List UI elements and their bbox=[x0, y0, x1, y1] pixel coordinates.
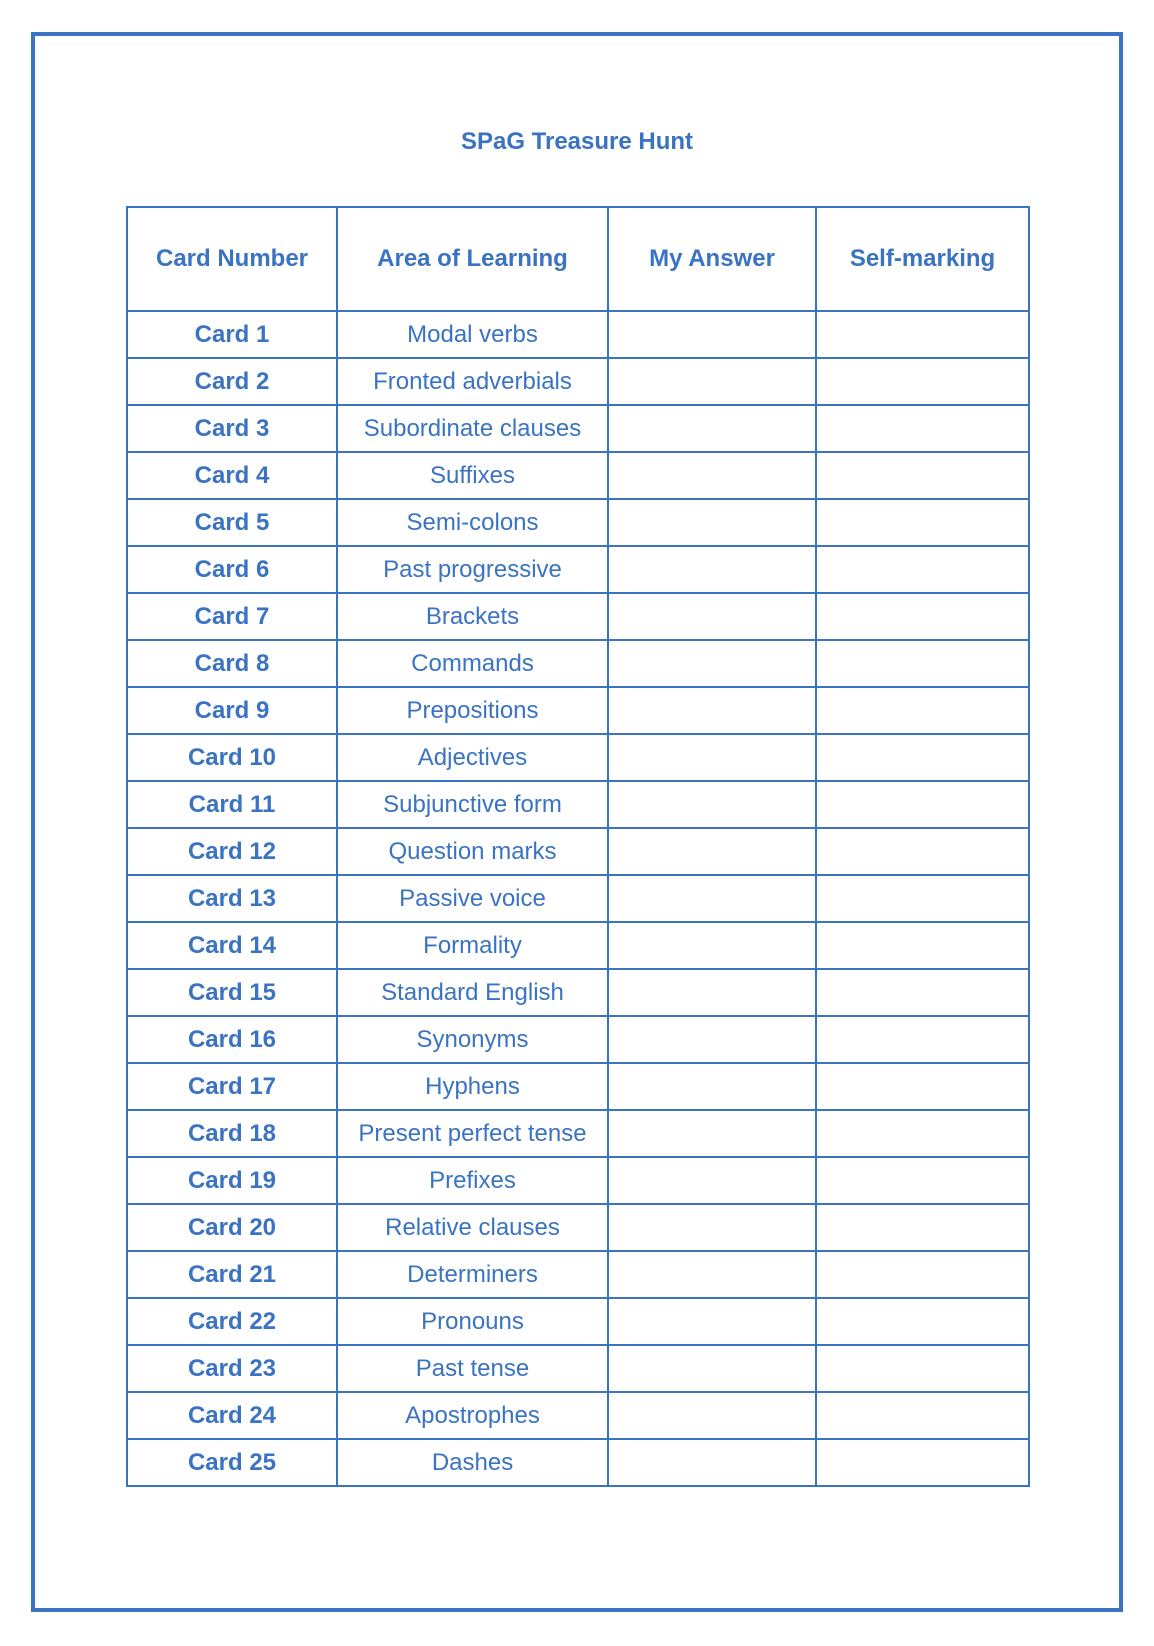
my-answer-cell[interactable] bbox=[608, 546, 816, 593]
table-row bbox=[127, 687, 1029, 734]
area-of-learning-cell: Apostrophes bbox=[337, 1392, 608, 1439]
card-number-cell: Card 24 bbox=[127, 1392, 337, 1439]
card-number-cell: Card 25 bbox=[127, 1439, 337, 1486]
area-of-learning-cell: Past tense bbox=[337, 1345, 608, 1392]
card-number-cell: Card 14 bbox=[127, 922, 337, 969]
card-number-cell: Card 18 bbox=[127, 1110, 337, 1157]
table-body bbox=[127, 311, 1029, 1486]
page-title: SPaG Treasure Hunt bbox=[460, 128, 694, 155]
table-row bbox=[127, 875, 1029, 922]
area-of-learning-cell: Dashes bbox=[337, 1439, 608, 1486]
self-marking-cell[interactable] bbox=[816, 828, 1029, 875]
self-marking-cell[interactable] bbox=[816, 781, 1029, 828]
area-of-learning-cell: Synonyms bbox=[337, 1016, 608, 1063]
self-marking-cell[interactable] bbox=[816, 875, 1029, 922]
self-marking-cell[interactable] bbox=[816, 1439, 1029, 1486]
table-row bbox=[127, 1063, 1029, 1110]
self-marking-cell[interactable] bbox=[816, 405, 1029, 452]
header-my-answer: My Answer bbox=[608, 207, 816, 311]
self-marking-cell[interactable] bbox=[816, 969, 1029, 1016]
self-marking-cell[interactable] bbox=[816, 1157, 1029, 1204]
my-answer-cell[interactable] bbox=[608, 687, 816, 734]
card-number-cell: Card 6 bbox=[127, 546, 337, 593]
table-row bbox=[127, 922, 1029, 969]
my-answer-cell[interactable] bbox=[608, 1298, 816, 1345]
card-number-cell: Card 3 bbox=[127, 405, 337, 452]
area-of-learning-cell: Adjectives bbox=[337, 734, 608, 781]
area-of-learning-cell: Present perfect tense bbox=[337, 1110, 608, 1157]
my-answer-cell[interactable] bbox=[608, 1016, 816, 1063]
table-row bbox=[127, 1392, 1029, 1439]
my-answer-cell[interactable] bbox=[608, 828, 816, 875]
self-marking-cell[interactable] bbox=[816, 734, 1029, 781]
header-card-number: Card Number bbox=[127, 207, 337, 311]
card-number-cell: Card 15 bbox=[127, 969, 337, 1016]
table-row bbox=[127, 781, 1029, 828]
table-row bbox=[127, 1016, 1029, 1063]
my-answer-cell[interactable] bbox=[608, 1392, 816, 1439]
self-marking-cell[interactable] bbox=[816, 1110, 1029, 1157]
area-of-learning-cell: Suffixes bbox=[337, 452, 608, 499]
table-row bbox=[127, 452, 1029, 499]
self-marking-cell[interactable] bbox=[816, 546, 1029, 593]
area-of-learning-cell: Prepositions bbox=[337, 687, 608, 734]
self-marking-cell[interactable] bbox=[816, 1392, 1029, 1439]
area-of-learning-cell: Standard English bbox=[337, 969, 608, 1016]
my-answer-cell[interactable] bbox=[608, 1439, 816, 1486]
self-marking-cell[interactable] bbox=[816, 311, 1029, 358]
area-of-learning-cell: Fronted adverbials bbox=[337, 358, 608, 405]
card-number-cell: Card 7 bbox=[127, 593, 337, 640]
card-number-cell: Card 8 bbox=[127, 640, 337, 687]
area-of-learning-cell: Past progressive bbox=[337, 546, 608, 593]
card-number-cell: Card 21 bbox=[127, 1251, 337, 1298]
treasure-hunt-table bbox=[126, 206, 1030, 1487]
my-answer-cell[interactable] bbox=[608, 640, 816, 687]
table-row bbox=[127, 828, 1029, 875]
table-header-row bbox=[127, 207, 1029, 311]
card-number-cell: Card 13 bbox=[127, 875, 337, 922]
header-area-of-learning: Area of Learning bbox=[337, 207, 608, 311]
self-marking-cell[interactable] bbox=[816, 358, 1029, 405]
area-of-learning-cell: Formality bbox=[337, 922, 608, 969]
table-row bbox=[127, 969, 1029, 1016]
my-answer-cell[interactable] bbox=[608, 1251, 816, 1298]
table-row bbox=[127, 546, 1029, 593]
my-answer-cell[interactable] bbox=[608, 1345, 816, 1392]
self-marking-cell[interactable] bbox=[816, 499, 1029, 546]
my-answer-cell[interactable] bbox=[608, 969, 816, 1016]
area-of-learning-cell: Semi-colons bbox=[337, 499, 608, 546]
area-of-learning-cell: Commands bbox=[337, 640, 608, 687]
my-answer-cell[interactable] bbox=[608, 1063, 816, 1110]
table-row bbox=[127, 1204, 1029, 1251]
table-row bbox=[127, 734, 1029, 781]
card-number-cell: Card 2 bbox=[127, 358, 337, 405]
self-marking-cell[interactable] bbox=[816, 452, 1029, 499]
area-of-learning-cell: Hyphens bbox=[337, 1063, 608, 1110]
card-number-cell: Card 16 bbox=[127, 1016, 337, 1063]
header-self-marking: Self-marking bbox=[816, 207, 1029, 311]
area-of-learning-cell: Relative clauses bbox=[337, 1204, 608, 1251]
my-answer-cell[interactable] bbox=[608, 922, 816, 969]
my-answer-cell[interactable] bbox=[608, 1110, 816, 1157]
my-answer-cell[interactable] bbox=[608, 499, 816, 546]
area-of-learning-cell: Pronouns bbox=[337, 1298, 608, 1345]
self-marking-cell[interactable] bbox=[816, 687, 1029, 734]
card-number-cell: Card 22 bbox=[127, 1298, 337, 1345]
area-of-learning-cell: Modal verbs bbox=[337, 311, 608, 358]
card-number-cell: Card 1 bbox=[127, 311, 337, 358]
card-number-cell: Card 20 bbox=[127, 1204, 337, 1251]
my-answer-cell[interactable] bbox=[608, 734, 816, 781]
self-marking-cell[interactable] bbox=[816, 1251, 1029, 1298]
my-answer-cell[interactable] bbox=[608, 1157, 816, 1204]
self-marking-cell[interactable] bbox=[816, 1298, 1029, 1345]
my-answer-cell[interactable] bbox=[608, 311, 816, 358]
my-answer-cell[interactable] bbox=[608, 405, 816, 452]
area-of-learning-cell: Question marks bbox=[337, 828, 608, 875]
table-row bbox=[127, 1298, 1029, 1345]
table-row bbox=[127, 1110, 1029, 1157]
card-number-cell: Card 10 bbox=[127, 734, 337, 781]
table-row bbox=[127, 358, 1029, 405]
table-row bbox=[127, 405, 1029, 452]
card-number-cell: Card 4 bbox=[127, 452, 337, 499]
card-number-cell: Card 9 bbox=[127, 687, 337, 734]
area-of-learning-cell: Brackets bbox=[337, 593, 608, 640]
card-number-cell: Card 23 bbox=[127, 1345, 337, 1392]
card-number-cell: Card 17 bbox=[127, 1063, 337, 1110]
self-marking-cell[interactable] bbox=[816, 922, 1029, 969]
card-number-cell: Card 19 bbox=[127, 1157, 337, 1204]
self-marking-cell[interactable] bbox=[816, 1345, 1029, 1392]
area-of-learning-cell: Determiners bbox=[337, 1251, 608, 1298]
table-row bbox=[127, 593, 1029, 640]
my-answer-cell[interactable] bbox=[608, 452, 816, 499]
area-of-learning-cell: Subjunctive form bbox=[337, 781, 608, 828]
self-marking-cell[interactable] bbox=[816, 1016, 1029, 1063]
card-number-cell: Card 11 bbox=[127, 781, 337, 828]
table-row bbox=[127, 499, 1029, 546]
my-answer-cell[interactable] bbox=[608, 358, 816, 405]
table-row bbox=[127, 1157, 1029, 1204]
table-row bbox=[127, 1251, 1029, 1298]
table-row bbox=[127, 1345, 1029, 1392]
my-answer-cell[interactable] bbox=[608, 781, 816, 828]
self-marking-cell[interactable] bbox=[816, 640, 1029, 687]
area-of-learning-cell: Prefixes bbox=[337, 1157, 608, 1204]
area-of-learning-cell: Passive voice bbox=[337, 875, 608, 922]
self-marking-cell[interactable] bbox=[816, 593, 1029, 640]
table-row bbox=[127, 1439, 1029, 1486]
my-answer-cell[interactable] bbox=[608, 593, 816, 640]
card-number-cell: Card 12 bbox=[127, 828, 337, 875]
self-marking-cell[interactable] bbox=[816, 1063, 1029, 1110]
table-row bbox=[127, 640, 1029, 687]
self-marking-cell[interactable] bbox=[816, 1204, 1029, 1251]
my-answer-cell[interactable] bbox=[608, 875, 816, 922]
area-of-learning-cell: Subordinate clauses bbox=[337, 405, 608, 452]
my-answer-cell[interactable] bbox=[608, 1204, 816, 1251]
card-number-cell: Card 5 bbox=[127, 499, 337, 546]
table-row bbox=[127, 311, 1029, 358]
